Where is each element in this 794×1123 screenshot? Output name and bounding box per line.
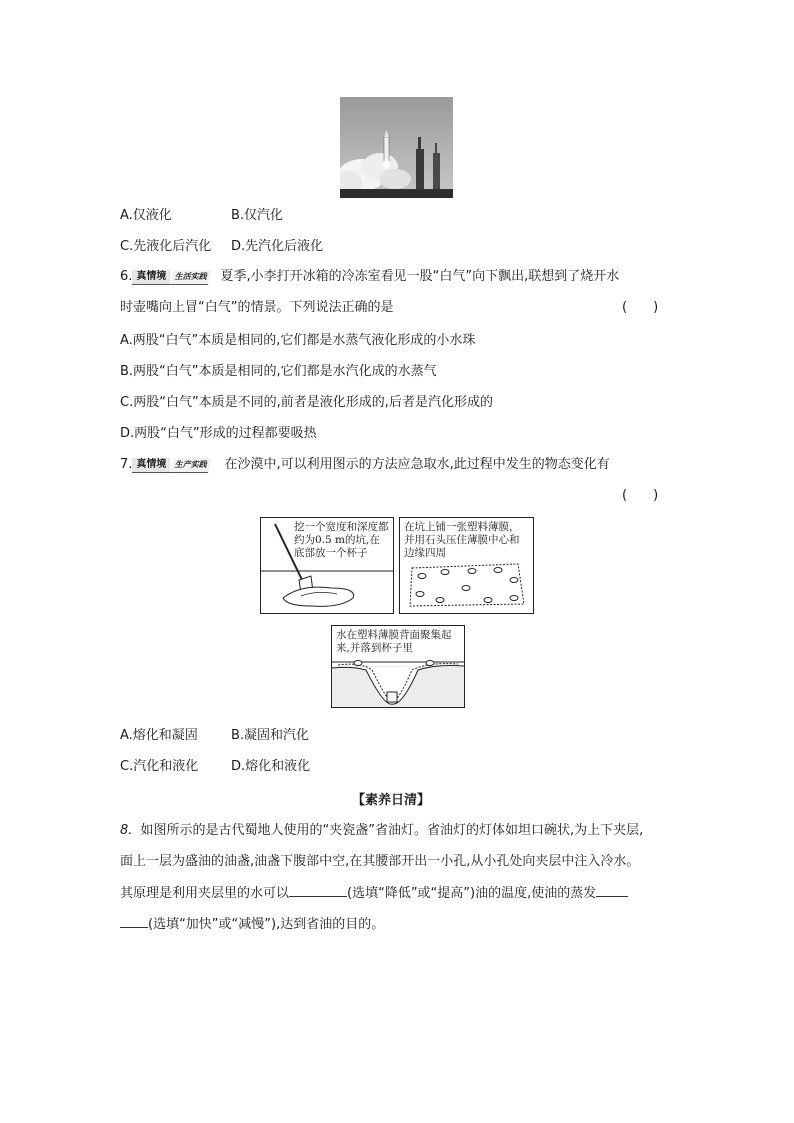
q6-option-b: B.两股“白气”本质是相同的,它们都是水汽化成的水蒸气 bbox=[120, 364, 437, 379]
q7-tag-main: 真情境 bbox=[132, 458, 170, 473]
q8-line1-text: 如图所示的是古代蜀地人使用的“夹瓷盏”省油灯。省油灯的灯体如坦口碗状,为上下夹层, bbox=[140, 823, 644, 838]
q5-option-a: A.仅液化 bbox=[120, 208, 172, 223]
q6-answer-paren: ( ) bbox=[622, 300, 659, 315]
q6-stem-line1 bbox=[120, 268, 619, 286]
q7-option-b: B.凝固和汽化 bbox=[231, 728, 310, 743]
section-heading: 【素养日清】 bbox=[352, 793, 431, 808]
q7-option-d: D.熔化和液化 bbox=[231, 759, 311, 774]
q7-panel1-caption: 挖一个宽度和深度都约为0.5 m的坑,在底部放一个杯子 bbox=[294, 521, 389, 559]
q8-blank-2-part1[interactable] bbox=[596, 884, 628, 897]
q8-blank-2-part2[interactable] bbox=[120, 915, 148, 928]
q5-option-b: B.仅汽化 bbox=[231, 208, 284, 223]
q6-option-d: D.两股“白气”形成的过程都要吸热 bbox=[120, 426, 317, 441]
q7-diagram-panel-collect bbox=[331, 625, 465, 708]
q8-line3-prefix: 其原理是利用夹层里的水可以 bbox=[120, 886, 290, 901]
q7-panel2-caption: 在坑上铺一张塑料薄膜，并用石头压住薄膜中心和边缘四周 bbox=[404, 521, 520, 559]
q7-stem-line1 bbox=[120, 456, 610, 474]
q7-context-tag bbox=[132, 458, 210, 472]
q6-tag-main: 真情境 bbox=[132, 270, 170, 285]
q7-stem-text1: 在沙漠中,可以利用图示的方法应急取水,此过程中发生的物态变化有 bbox=[224, 457, 610, 472]
q6-tag-sub: 生活实践 bbox=[170, 270, 212, 285]
q8-line3-suffix: (选填“降低”或“提高”)油的温度,使油的蒸发 bbox=[347, 886, 597, 901]
q5-option-c: C.先液化后汽化 bbox=[120, 239, 212, 254]
q6-stem-line2: 时壶嘴向上冒“白气”的情景。下列说法正确的是 bbox=[120, 300, 394, 315]
q7-answer-paren: ( ) bbox=[622, 488, 659, 503]
q6-stem-text1: 夏季,小李打开冰箱的冷冻室看见一股“白气”向下飘出,联想到了烧开水 bbox=[220, 269, 620, 284]
q6-option-a: A.两股“白气”本质是相同的,它们都是水蒸气液化形成的小水珠 bbox=[120, 333, 476, 348]
q7-option-c: C.汽化和液化 bbox=[120, 759, 199, 774]
q8-line3 bbox=[120, 884, 628, 903]
q8-line4-text: (选填“加快”或“减慢”),达到省油的目的。 bbox=[148, 917, 385, 932]
q7-panel3-caption: 水在塑料薄膜背面聚集起来,并落到杯子里 bbox=[336, 629, 452, 654]
q7-diagram-panel-film bbox=[399, 517, 534, 614]
q8-line1 bbox=[120, 822, 643, 840]
q8-line4 bbox=[120, 915, 384, 934]
q7-number: 7. bbox=[120, 457, 133, 472]
q8-blank-1[interactable] bbox=[289, 884, 347, 897]
rocket-launch-photo bbox=[340, 97, 453, 198]
q7-option-a: A.熔化和凝固 bbox=[120, 728, 198, 743]
q5-option-d: D.先汽化后液化 bbox=[231, 239, 324, 254]
q8-number: 8. bbox=[120, 823, 133, 838]
q6-number: 6. bbox=[120, 269, 133, 284]
q6-context-tag bbox=[132, 270, 210, 284]
q7-diagram-panel-dig bbox=[260, 517, 394, 614]
q6-option-c: C.两股“白气”本质是不同的,前者是液化形成的,后者是汽化形成的 bbox=[120, 395, 493, 410]
q7-tag-sub: 生产实践 bbox=[170, 458, 212, 473]
q8-line2: 面上一层为盛油的油盏,油盏下腹部中空,在其腰部开出一小孔,从小孔处向夹层中注入冷水。 bbox=[120, 854, 640, 869]
